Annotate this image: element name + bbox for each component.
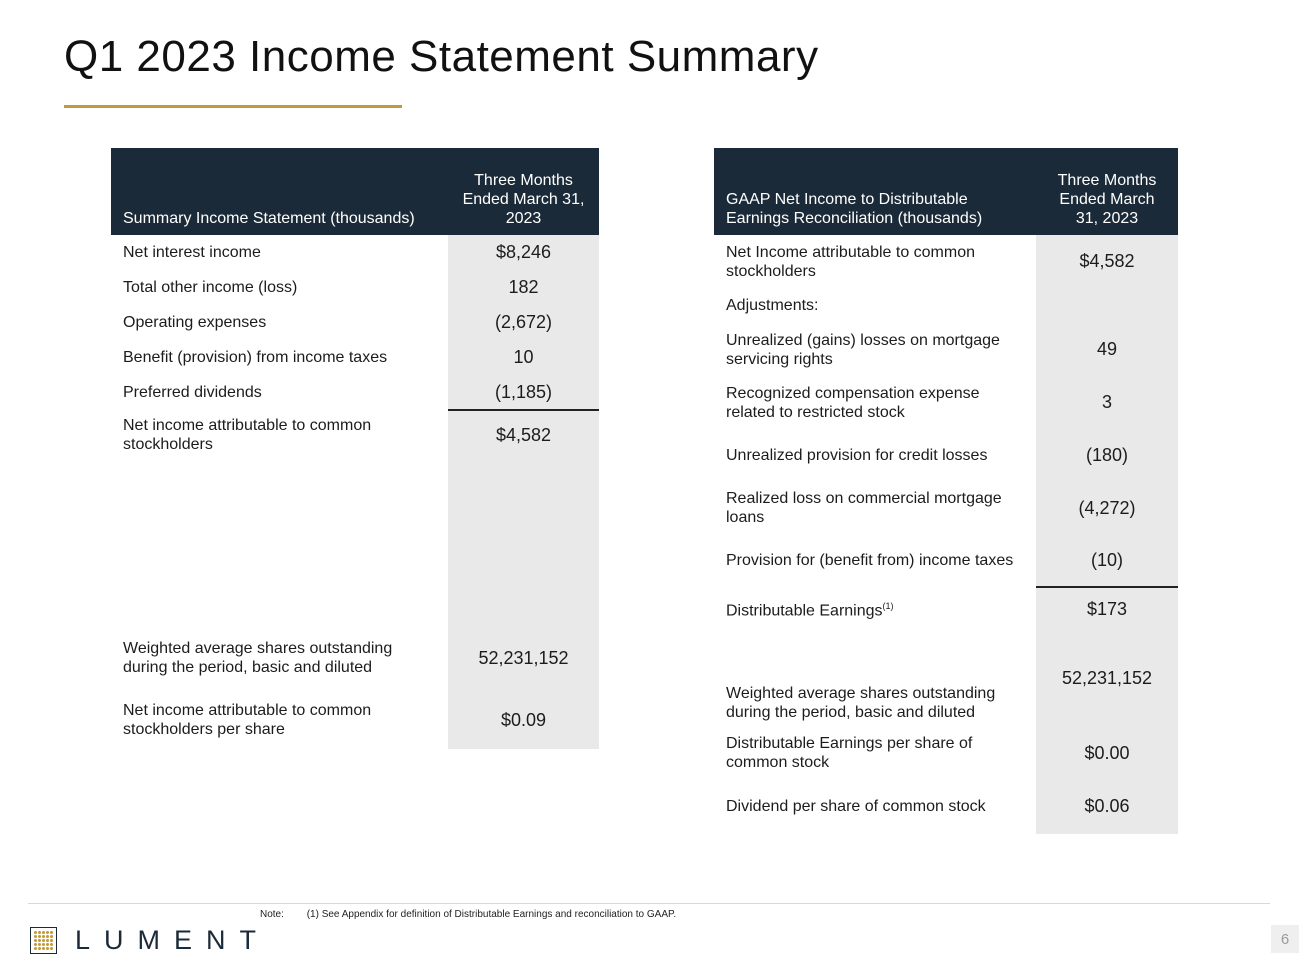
row-value: $0.00	[1036, 727, 1178, 779]
table-row	[714, 235, 1178, 288]
right-header-label: GAAP Net Income to Distributable Earnings Reconciliation (thousands)	[714, 148, 1036, 235]
row-label: Weighted average shares outstanding during the period, basic and diluted	[123, 640, 393, 676]
row-value: (1,185)	[448, 375, 599, 410]
row-value: 52,231,152	[1036, 630, 1178, 727]
row-value: (180)	[1036, 429, 1178, 482]
row-value: (2,672)	[448, 305, 599, 340]
row-label: Total other income (loss)	[123, 279, 298, 296]
row-label: Realized loss on commercial mortgage loans	[726, 490, 1002, 526]
row-value: $0.09	[448, 691, 599, 749]
footer-divider	[28, 903, 1270, 904]
table-row	[111, 340, 599, 375]
row-label	[714, 587, 1036, 630]
logo-grid-icon	[30, 927, 57, 954]
row-value: 52,231,152	[448, 625, 599, 691]
row-value: $173	[1036, 587, 1178, 630]
left-header-value: Three Months Ended March 31, 2023	[448, 148, 599, 235]
row-value	[1036, 288, 1178, 323]
row-value: 49	[1036, 323, 1178, 376]
row-value: 3	[1036, 376, 1178, 429]
distributable-earnings-reconciliation-table	[714, 148, 1178, 834]
footnote	[260, 909, 676, 920]
row-label: Dividend per share of common stock	[726, 798, 986, 815]
table-row	[714, 482, 1178, 534]
row-label: Weighted average shares outstanding during the period, basic and diluted	[726, 685, 996, 721]
row-label: Net income attributable to common stockholders per share	[123, 702, 372, 738]
row-label: Recognized compensation expense related to restricted stock	[726, 384, 980, 421]
distributable-earnings-label: Distributable Earnings	[726, 602, 883, 620]
table-row	[111, 691, 599, 749]
row-value: 182	[448, 270, 599, 305]
left-header-label: Summary Income Statement (thousands)	[111, 148, 448, 235]
page-title: Q1 2023 Income Statement Summary	[64, 32, 819, 81]
table-row	[714, 779, 1178, 834]
table-row	[111, 270, 599, 305]
row-label: Unrealized provision for credit losses	[726, 447, 988, 464]
row-value: $0.06	[1036, 779, 1178, 834]
row-label: Preferred dividends	[123, 384, 262, 401]
table-row	[714, 534, 1178, 587]
row-value: $8,246	[448, 235, 599, 270]
footnote-marker: (1)	[882, 600, 894, 611]
table-row	[714, 587, 1178, 630]
table-row	[111, 305, 599, 340]
table-row	[714, 376, 1178, 429]
row-label: Benefit (provision) from income taxes	[123, 349, 388, 366]
title-underline	[64, 105, 402, 108]
table-row	[111, 625, 599, 691]
row-value: (10)	[1036, 534, 1178, 587]
table-row	[714, 429, 1178, 482]
summary-income-statement-table	[111, 148, 599, 749]
table-row	[111, 410, 599, 625]
row-label: Net Income attributable to common stockholders	[726, 243, 976, 280]
note-text: (1) See Appendix for definition of Distributable Earnings and reconciliation to GAAP.	[306, 909, 677, 920]
table-row	[714, 630, 1178, 727]
company-logo	[30, 925, 270, 956]
right-header-value: Three Months Ended March 31, 2023	[1036, 148, 1178, 235]
row-label: Distributable Earnings per share of common stock	[726, 735, 973, 771]
table-row	[714, 323, 1178, 376]
row-label: Operating expenses	[123, 314, 267, 331]
row-label: Net interest income	[123, 244, 261, 261]
page-number: 6	[1271, 925, 1299, 953]
table-row	[714, 727, 1178, 779]
row-value: 10	[448, 340, 599, 375]
table-row	[111, 375, 599, 410]
row-label: Adjustments:	[726, 297, 819, 314]
row-value: $4,582	[448, 410, 599, 625]
row-label: Provision for (benefit from) income taxes	[726, 552, 1014, 569]
row-value: (4,272)	[1036, 482, 1178, 534]
logo-wordmark: LUMENT	[75, 925, 271, 955]
row-value: $4,582	[1036, 235, 1178, 288]
table-row	[111, 235, 599, 270]
note-label: Note:	[260, 909, 284, 920]
table-row	[714, 288, 1178, 323]
row-label: Unrealized (gains) losses on mortgage servicing rights	[726, 331, 1000, 368]
row-label: Net income attributable to common stockholders	[123, 417, 372, 453]
